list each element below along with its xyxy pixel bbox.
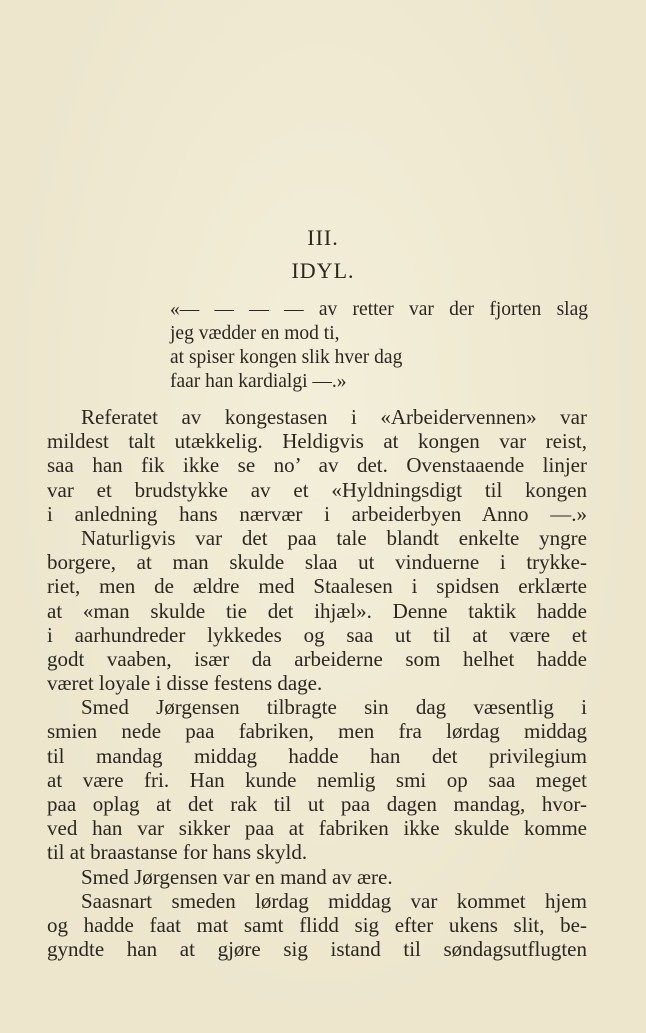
- verse-line: faar han kardialgi —.»: [170, 371, 347, 392]
- text-line: Smed Jørgensen var en mand av ære.: [81, 864, 393, 889]
- text-line: Smed Jørgensen tilbragte sin dag væsentlig i: [81, 695, 587, 720]
- text-line: paa oplag at det rak til ut paa dagen mandag, hvor-: [47, 792, 587, 816]
- text-line: mildest talt utækkelig. Heldigvis at kongen var reist,: [47, 429, 587, 454]
- text-line: riet, men de ældre med Staalesen i spidsen erklærte: [47, 574, 587, 599]
- text-line: og hadde faat mat samt flidd sig efter ukens slit, be-: [47, 912, 587, 937]
- text-line: saa han fik ikke se no’ av det. Ovenstaaende linjer: [47, 453, 587, 478]
- text-line: i aarhundreder lykkedes og saa ut til at være et: [47, 622, 587, 647]
- text-line: Saasnart smeden lørdag middag var kommet hjem: [81, 888, 587, 913]
- text-line: at «man skulde tie det ihjæl». Denne taktik hadde: [47, 598, 587, 623]
- chapter-title: IDYL.: [291, 258, 355, 283]
- body-text: [47, 405, 587, 961]
- text-line: til at braastanse for hans skyld.: [47, 840, 308, 865]
- chapter-number: III.: [307, 225, 339, 250]
- text-line: var et brudstykke av et «Hyldningsdigt til kongen: [47, 477, 587, 502]
- text-line: smien nede paa fabriken, men fra lørdag middag: [47, 719, 587, 744]
- text-line: godt vaaben, især da arbeiderne som helhet hadde: [47, 646, 587, 671]
- verse-line: «— — — — av retter var der fjorten slag: [170, 299, 588, 320]
- text-line: at være fri. Han kunde nemlig smi op saa meget: [47, 767, 587, 792]
- text-line: været loyale i disse festens dage.: [47, 671, 323, 696]
- text-line: Naturligvis var det paa tale blandt enkelte yngre: [81, 525, 587, 550]
- text-line: til mandag middag hadde han det privilegium: [47, 743, 587, 768]
- epigraph-verse: [170, 298, 588, 394]
- verse-line: jeg vædder en mod ti,: [170, 323, 340, 344]
- text-line: Referatet av kongestasen i «Arbeidervennen» var: [81, 405, 587, 429]
- text-line: i anledning hans nærvær i arbeiderbyen Anno —.»: [47, 501, 587, 526]
- text-line: borgere, at man skulde slaa ut vinduerne i trykke-: [47, 550, 587, 575]
- verse-line: at spiser kongen slik hver dag: [170, 347, 403, 368]
- text-line: gyndte han at gjøre sig istand til søndagsutflugten: [47, 937, 587, 962]
- text-line: ved han var sikker paa at fabriken ikke skulde komme: [47, 816, 587, 841]
